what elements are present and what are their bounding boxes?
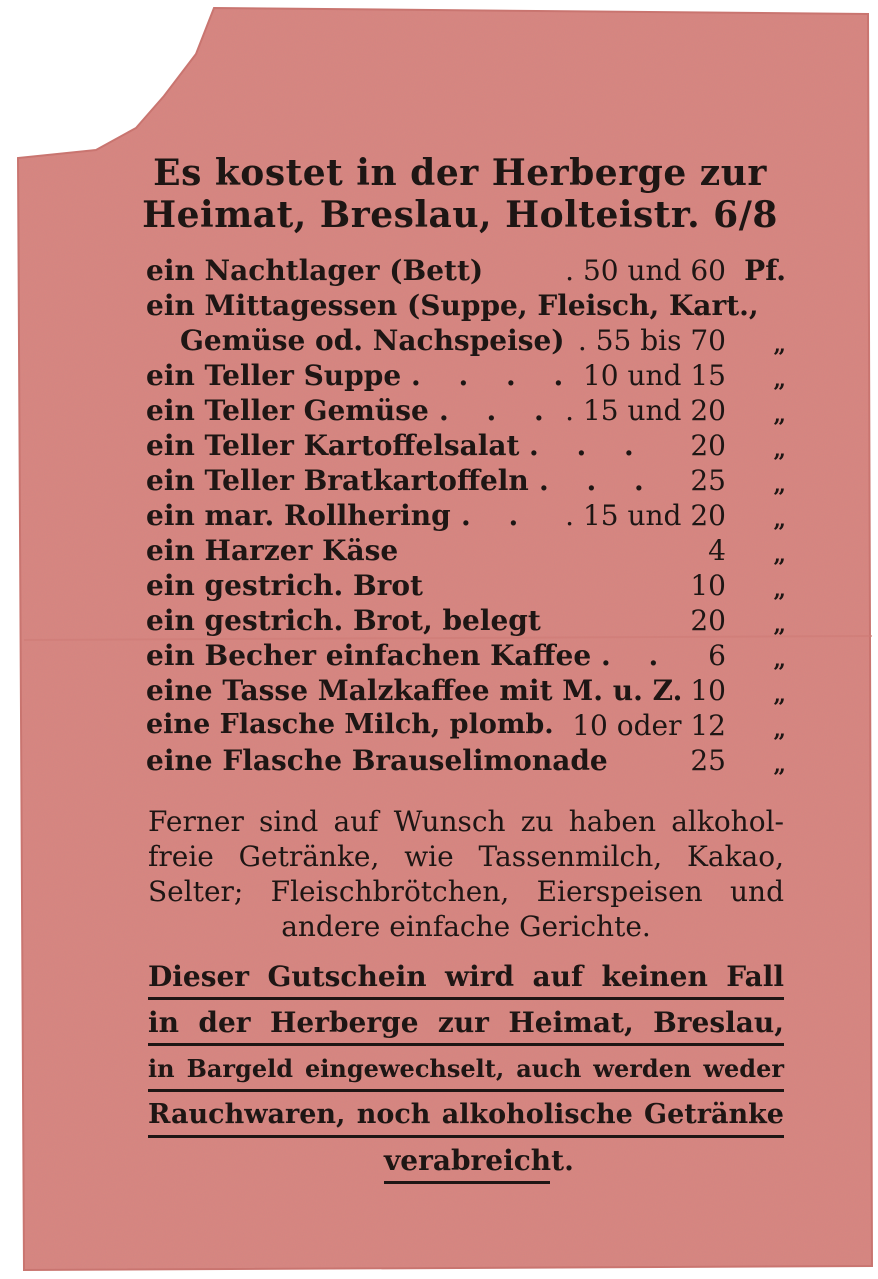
menu-price: 20 (690, 604, 726, 637)
menu-item: ein Harzer Käse (146, 534, 399, 567)
menu-row (146, 394, 786, 430)
menu-dots: . . . . (411, 359, 578, 392)
menu-row (146, 709, 786, 745)
menu-unit: „ (773, 402, 786, 428)
menu-price: 10 und 15 (582, 359, 726, 392)
extras-paragraph (148, 804, 784, 944)
menu-unit: „ (773, 717, 786, 743)
menu-item: ein Teller Bratkartoffeln (146, 464, 529, 497)
menu-price: . 15 und 20 (565, 499, 726, 532)
menu-item: ein Teller Gemüse (146, 394, 429, 427)
menu-row (146, 464, 786, 500)
menu-dots: . . (461, 499, 533, 532)
notice-line: in der Herberge zur Heimat, Breslau, (148, 1004, 784, 1046)
menu-row (146, 289, 786, 325)
menu-row (146, 324, 786, 360)
header-line-1: Es kostet in der Herberge zur (153, 152, 767, 194)
menu-item: eine Flasche Brauselimonade (146, 744, 608, 777)
menu-row (146, 674, 786, 710)
menu-row (146, 604, 786, 640)
menu-price: 10 (690, 674, 726, 707)
menu-price: 4 (708, 534, 726, 567)
menu-price: 10 oder 12 (572, 709, 726, 742)
menu-unit: „ (773, 507, 786, 533)
menu-price: . 15 und 20 (565, 394, 726, 427)
header-line-2: Heimat, Breslau, Holteistr. 6/8 (142, 194, 778, 236)
menu-unit: „ (773, 752, 786, 778)
extras-line: freie Getränke, wie Tassenmilch, Kakao, (148, 840, 784, 873)
menu-price: . 55 bis 70 (577, 324, 726, 357)
menu-unit: „ (773, 542, 786, 568)
menu-unit: „ (773, 647, 786, 673)
menu-price: . 50 und 60 (565, 254, 726, 287)
menu-row (146, 744, 786, 780)
menu-price: 25 (690, 464, 726, 497)
menu-unit: „ (773, 577, 786, 603)
menu-price: 6 (708, 639, 726, 672)
menu-unit: „ (773, 437, 786, 463)
menu-row (146, 429, 786, 465)
notice-line: Dieser Gutschein wird auf keinen Fall (148, 958, 784, 1000)
menu-dots: . . (601, 639, 673, 672)
menu-unit: Pf. (744, 254, 786, 287)
menu-item: ein gestrich. Brot, belegt (146, 604, 541, 637)
extras-line: Ferner sind auf Wunsch zu haben alkohol- (148, 805, 784, 838)
menu-row (146, 359, 786, 395)
menu-item: ein Teller Suppe (146, 359, 402, 392)
menu-item: Gemüse od. Nachspeise) (180, 324, 565, 357)
menu-unit: „ (773, 332, 786, 358)
menu-row (146, 534, 786, 570)
menu-item: ein Mittagessen (Suppe, Fleisch, Kart., (146, 289, 759, 322)
menu-price: 20 (690, 429, 726, 462)
menu-item: ein Nachtlager (Bett) (146, 254, 484, 287)
menu-unit: „ (773, 682, 786, 708)
menu-item: ein Becher einfachen Kaffee (146, 639, 592, 672)
menu-dots: . . . (439, 394, 558, 427)
menu-row (146, 569, 786, 605)
extras-line: Selter; Fleischbrötchen, Eierspeisen und (148, 875, 784, 908)
menu-unit: „ (773, 612, 786, 638)
notice-line: in Bargeld eingewechselt, auch werden weder (148, 1050, 784, 1092)
menu-item: ein Teller Kartoffelsalat (146, 429, 520, 462)
menu-price: 25 (690, 744, 726, 777)
extras-line: andere einfache Gerichte. (281, 910, 651, 943)
notice-line: verabreicht. (384, 1142, 550, 1184)
menu-row (146, 254, 786, 290)
menu-row (146, 499, 786, 535)
menu-item: ein gestrich. Brot (146, 569, 423, 602)
menu-dots: . . . (539, 464, 658, 497)
notice-line: Rauchwaren, noch alkoholische Getränke (148, 1096, 784, 1138)
menu-item: eine Flasche Milch, plomb. (146, 709, 554, 740)
menu-price: 10 (690, 569, 726, 602)
menu-dots: . . . (529, 429, 648, 462)
menu-unit: „ (773, 367, 786, 393)
menu-row (146, 639, 786, 675)
menu-item: ein mar. Rollhering (146, 499, 451, 532)
menu-item: eine Tasse Malzkaffee mit M. u. Z. (146, 674, 683, 707)
menu-unit: „ (773, 472, 786, 498)
